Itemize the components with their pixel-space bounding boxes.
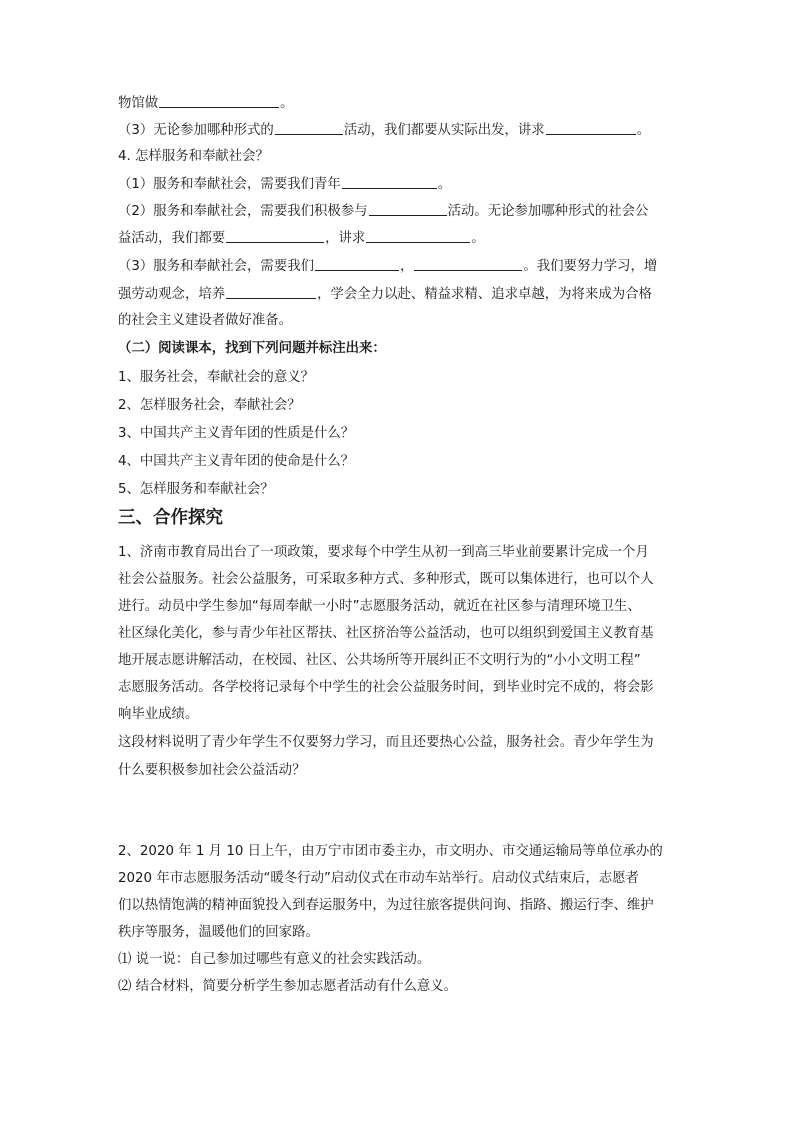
- text: 。我们要努力学习，增: [523, 259, 658, 274]
- fill-line-4: [118, 174, 678, 195]
- reading-question-1: 1、服务社会，奉献社会的意义？: [118, 370, 314, 385]
- sub-question-2: ⑵ 结合材料，简要分析学生参加志愿者活动有什么意义。: [118, 979, 458, 994]
- text: ，: [400, 259, 414, 274]
- material-1-line-3: 进行。动员中学生参加“每周奉献一小时”志愿服务活动，就近在社区参与清理环境卫生、: [118, 599, 641, 614]
- material-1-line-1: 1、济南市教育局出台了一项政策，要求每个中学生从初一到高三毕业前要累计完成一个月: [118, 545, 649, 560]
- answer-blank[interactable]: [315, 256, 399, 271]
- material-1-line-2: 社会公益服务。社会公益服务，可采取多种方式、多种形式，既可以集体进行，也可以个人: [118, 572, 654, 587]
- section-title-cooperative-inquiry: 三、合作探究: [118, 508, 223, 528]
- text: 强劳动观念，培养: [118, 287, 226, 302]
- answer-blank[interactable]: [369, 201, 447, 216]
- answer-blank[interactable]: [414, 256, 522, 271]
- text: ，学会全力以赴、精益求精、追求卓越，为将来成为合格: [317, 287, 652, 302]
- material-1-line-6: 志愿服务活动。各学校将记录每个中学生的社会公益服务时间，到毕业时完不成的，将会影: [118, 680, 654, 695]
- fill-line-5: [118, 201, 678, 222]
- material-1-line-5: 地开展志愿讲解活动，在校园、社区、公共场所等开展纠正不文明行为的“小小文明工程”: [118, 653, 641, 668]
- material-2-line-3: 们以热情饱满的精神面貌投入到春运服务中，为过往旅客提供问询、指路、搬运行李、维护: [118, 898, 654, 913]
- material-1-line-7: 响毕业成绩。: [118, 707, 199, 722]
- reading-question-4: 4、中国共产主义青年团的使命是什么？: [118, 454, 355, 469]
- text-line-9: 的社会主义建设者做好准备。: [118, 313, 293, 328]
- material-1-question-line-1: 这段材料说明了青少年学生不仅要努力学习，而且还要热心公益，服务社会。青少年学生为: [118, 735, 654, 750]
- reading-question-5: 5、怎样服务和奉献社会？: [118, 482, 274, 497]
- answer-blank[interactable]: [226, 284, 316, 299]
- material-1-line-4: 社区绿化美化，参与青少年社区帮扶、社区挤治等公益活动，也可以组织到爱国主义教育基: [118, 626, 654, 641]
- question-heading-4: 4. 怎样服务和奉献社会？: [118, 149, 269, 164]
- text: 。: [636, 123, 651, 138]
- text: 。: [471, 231, 485, 246]
- answer-blank[interactable]: [342, 174, 437, 189]
- text: 。: [280, 96, 294, 111]
- fill-line-8: [118, 284, 678, 305]
- fill-line-1: [118, 93, 678, 114]
- answer-blank[interactable]: [546, 120, 636, 135]
- material-2-line-1: 2、2020 年 1 月 10 日上午，由万宁市团市委主办，市文明办、市交通运输局等单位承办的: [118, 844, 663, 859]
- text: 益活动，我们都要: [118, 231, 226, 246]
- text: （2）服务和奉献社会，需要我们积极参与: [118, 204, 368, 219]
- text: ，讲求: [325, 231, 366, 246]
- material-2-line-2: 2020 年市志愿服务活动“暖冬行动”启动仪式在市动车站举行。启动仪式结束后，志愿者: [118, 871, 639, 886]
- reading-question-3: 3、中国共产主义青年团的性质是什么？: [118, 426, 355, 441]
- answer-blank[interactable]: [159, 93, 279, 108]
- text: 物馆做: [118, 96, 159, 111]
- answer-blank[interactable]: [366, 228, 470, 243]
- answer-blank[interactable]: [226, 228, 324, 243]
- answer-blank[interactable]: [275, 120, 343, 135]
- material-1-question-line-2: 什么要积极参加社会公益活动？: [118, 763, 306, 778]
- material-2-line-4: 秩序等服务，温暖他们的回家路。: [118, 925, 319, 940]
- fill-line-7: [118, 256, 678, 277]
- text: 。: [437, 177, 452, 192]
- text: 活动，我们都要从实际出发，讲求: [343, 123, 545, 138]
- text: （3）服务和奉献社会，需要我们: [118, 259, 314, 274]
- fill-line-2: [118, 120, 678, 141]
- reading-question-2: 2、怎样服务社会，奉献社会？: [118, 398, 301, 413]
- text: （1）服务和奉献社会，需要我们青年: [118, 177, 341, 192]
- fill-line-6: [118, 228, 678, 249]
- sub-question-1: ⑴ 说一说：自己参加过哪些有意义的社会实践活动。: [118, 952, 431, 967]
- section-heading-reading: （二）阅读课本，找到下列问题并标注出来：: [118, 341, 386, 356]
- text: 活动。无论参加哪种形式的社会公: [447, 204, 649, 219]
- text: （3）无论参加哪种形式的: [118, 123, 274, 138]
